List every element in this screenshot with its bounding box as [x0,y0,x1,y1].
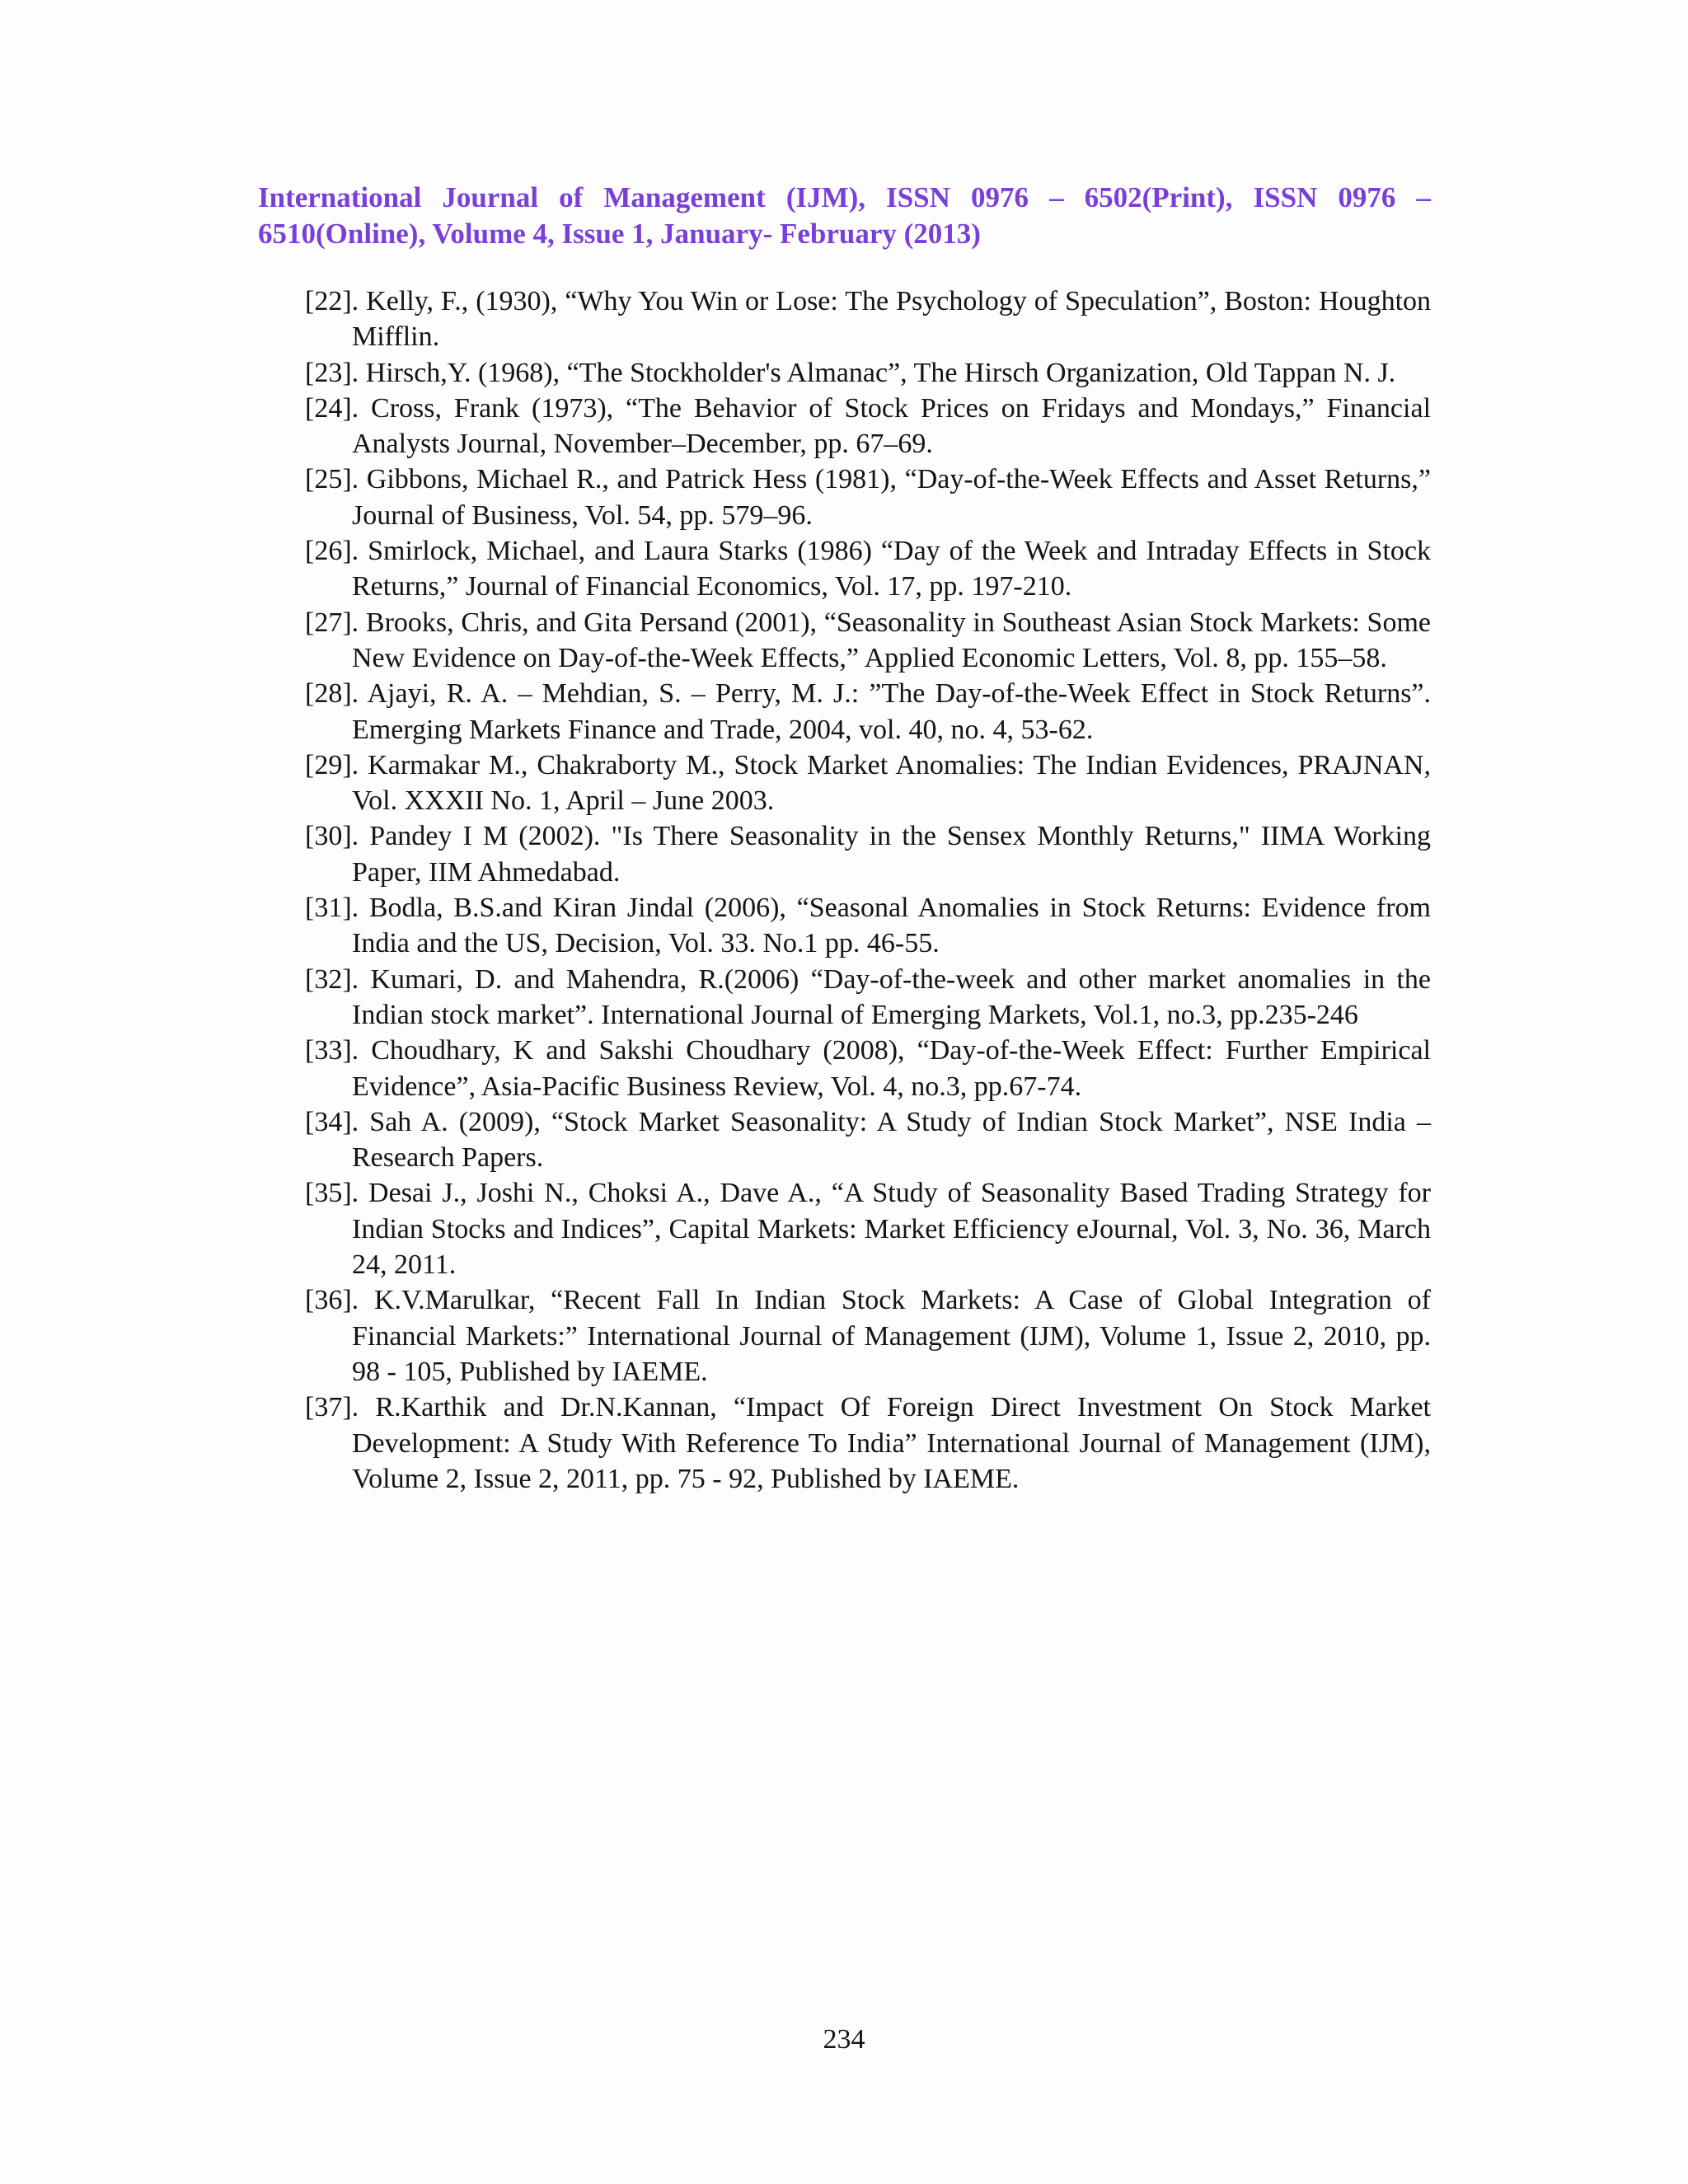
reference-text: Gibbons, Michael R., and Patrick Hess (1981), “Day-of-the-Week Effects and Asset Returns,” Journal of Business, Vol. 54, pp. 579–96. [352,464,1431,531]
reference-item [305,284,1431,355]
reference-item [305,533,1431,605]
page-number: 234 [823,2024,865,2055]
reference-number: [33]. [305,1035,359,1066]
reference-item [305,818,1431,890]
reference-text: Hirsch,Y. (1968), “The Stockholder's Almanac”, The Hirsch Organization, Old Tappan N. J. [365,357,1396,388]
reference-item [305,748,1431,819]
reference-text: Cross, Frank (1973), “The Behavior of Stock Prices on Fridays and Mondays,” Financial Analysts Journal, November–December, pp. 67–69. [352,392,1432,460]
reference-list [305,284,1431,1497]
reference-item [305,605,1431,677]
reference-item [305,462,1431,533]
reference-text: Choudhary, K and Sakshi Choudhary (2008), “Day-of-the-Week Effect: Further Empirical Evidence”, Asia-Pacific Business Review, Vol. 4, no.3, pp.67-74. [352,1035,1431,1102]
reference-text: Bodla, B.S.and Kiran Jindal (2006), “Seasonal Anomalies in Stock Returns: Evidence from India and the US, Decision, Vol. 33. No.1 pp. 46-55. [352,893,1431,959]
reference-number: [28]. [305,678,359,710]
reference-number: [29]. [305,749,359,780]
reference-item [305,355,1431,391]
reference-text: Ajayi, R. A. – Mehdian, S. – Perry, M. J.: ”The Day-of-the-Week Effect in Stock Returns”. Emerging Markets Finance and Trade, 2004, vol. 40, no. 4, 53-62. [352,678,1432,745]
journal-header-line-2: 6510(Online), Volume 4, Issue 1, January- February (2013) [258,218,981,250]
reference-item [305,1033,1431,1104]
reference-text: R.Karthik and Dr.N.Kannan, “Impact Of Foreign Direct Investment On Stock Market Development: A Study With Reference To India” International Journal of Management (IJM), Volume 2, Issue 2, 2011, pp. 75 - 92, Published by IAEME. [352,1392,1431,1494]
reference-number: [34]. [305,1106,359,1137]
journal-header [258,180,1431,252]
reference-item [305,1390,1431,1497]
reference-number: [36]. [305,1285,359,1316]
reference-text: Sah A. (2009), “Stock Market Seasonality: A Study of Indian Stock Market”, NSE India – Research Papers. [352,1106,1432,1174]
reference-item [305,391,1431,462]
reference-item [305,1282,1431,1390]
reference-text: K.V.Marulkar, “Recent Fall In Indian Stock Markets: A Case of Global Integration of Financial Markets:” International Journal of Management (IJM), Volume 1, Issue 2, 2010, pp. 98 - 105, Published by IAEME. [352,1285,1431,1387]
journal-header-line-1: International Journal of Management (IJM), ISSN 0976 – 6502(Print), ISSN 0976 – [258,181,1431,213]
reference-text: Karmakar M., Chakraborty M., Stock Market Anomalies: The Indian Evidences, PRAJNAN, Vol. XXXII No. 1, April – June 2003. [352,749,1431,817]
reference-number: [30]. [305,821,359,852]
reference-text: Brooks, Chris, and Gita Persand (2001), “Seasonality in Southeast Asian Stock Markets: Some New Evidence on Day-of-the-Week Effects,” Applied Economic Letters, Vol. 8, pp. 155–58. [352,607,1432,673]
reference-item [305,676,1431,748]
reference-number: [31]. [305,893,359,924]
reference-text: Kelly, F., (1930), “Why You Win or Lose: The Psychology of Speculation”, Boston: Houghton Mifflin. [352,286,1432,353]
reference-text: Pandey I M (2002). "Is There Seasonality in the Sensex Monthly Returns," IIMA Working Paper, IIM Ahmedabad. [352,821,1432,888]
reference-item [305,962,1431,1033]
reference-number: [22]. [305,286,359,316]
reference-number: [26]. [305,536,359,567]
reference-number: [32]. [305,963,359,995]
reference-number: [27]. [305,607,359,638]
reference-number: [23]. [305,357,359,388]
reference-number: [37]. [305,1392,359,1423]
reference-item [305,1175,1431,1282]
reference-item [305,890,1431,962]
reference-number: [24]. [305,392,359,424]
reference-item [305,1104,1431,1176]
reference-text: Smirlock, Michael, and Laura Starks (1986) “Day of the Week and Intraday Effects in Stock Returns,” Journal of Financial Economics, Vol. 17, pp. 197-210. [352,536,1432,602]
reference-number: [35]. [305,1178,359,1209]
reference-text: Kumari, D. and Mahendra, R.(2006) “Day-of-the-week and other market anomalies in the Indian stock market”. International Journal of Emerging Markets, Vol.1, no.3, pp.235-246 [352,963,1431,1030]
reference-number: [25]. [305,464,359,495]
reference-text: Desai J., Joshi N., Choksi A., Dave A., “A Study of Seasonality Based Trading Strategy for Indian Stocks and Indices”, Capital Markets: Market Efficiency eJournal, Vol. 3, No. 36, March 24, 2011. [352,1178,1431,1281]
